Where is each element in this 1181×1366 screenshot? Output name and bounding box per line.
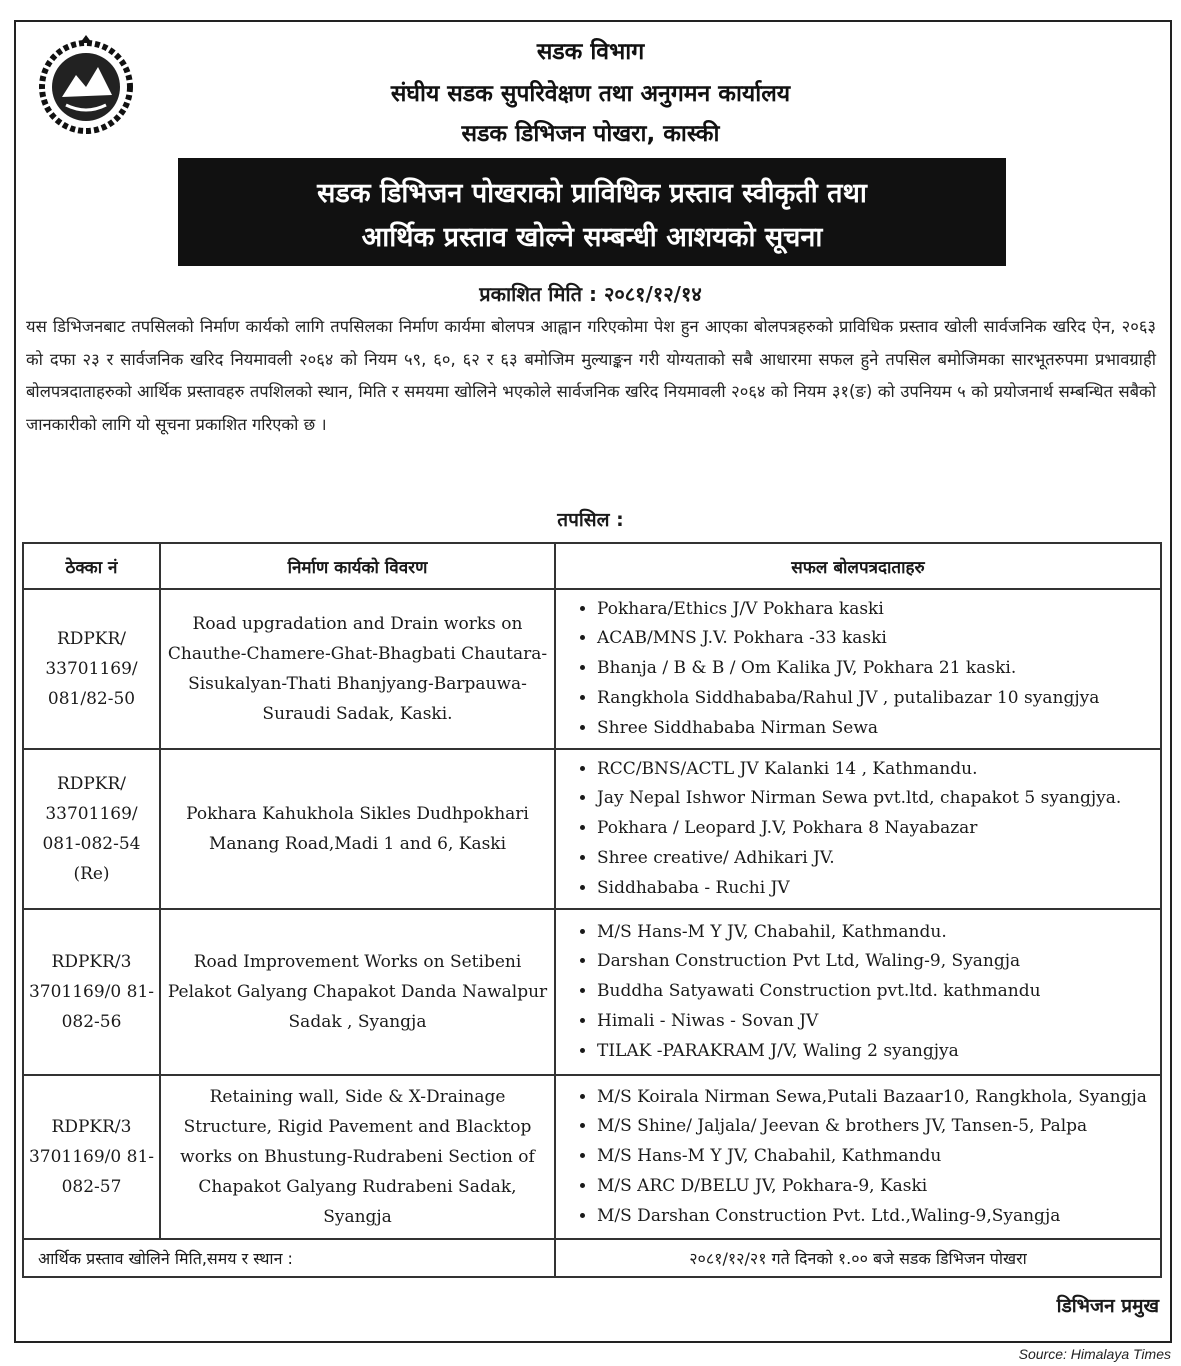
opening-details-label: आर्थिक प्रस्ताव खोलिने मिति,समय र स्थान : [23,1239,555,1277]
department-name: सडक विभाग [536,39,645,65]
bidder-list [555,1075,1161,1239]
contract-no: RDPKR/ 33701169/ 081/82-50 [23,589,160,749]
table-row [23,909,1161,1075]
notice-title-line-1: सडक डिभिजन पोखराको प्राविधिक प्रस्ताव स्वीकृती तथा [317,178,867,209]
published-date: प्रकाशित मिति : २०८१/१२/१४ [479,282,702,306]
division-name: सडक डिभिजन पोखरा, कास्की [461,121,720,147]
bidder-item: • ACAB/MNS J.V. Pokhara -33 kaski [597,624,1159,654]
bidder-item: • TILAK -PARAKRAM J/V, Waling 2 syangjya [597,1037,1159,1067]
schedule-title: तपसिल : [557,509,624,531]
notice-title-line-2: आर्थिक प्रस्ताव खोल्ने सम्बन्धी आशयको सूचना [361,222,823,253]
bidder-item: • M/S Hans-M Y JV, Chabahil, Kathmandu [597,1142,1159,1172]
bidders-table [22,542,1162,1278]
bidder-item: • Jay Nepal Ishwor Nirman Sewa pvt.ltd, chapakot 5 syangjya. [597,784,1159,814]
contract-no: RDPKR/3 3701169/0 81-082-56 [23,909,160,1075]
table-footer-row [23,1239,1161,1277]
bidder-item: • M/S ARC D/BELU JV, Pokhara-9, Kaski [597,1172,1159,1202]
table-row [23,1075,1161,1239]
office-name: संघीय सडक सुपरिवेक्षण तथा अनुगमन कार्यालय [390,81,791,107]
bidder-item: • M/S Koirala Nirman Sewa,Putali Bazaar10, Rangkhola, Syangja [597,1083,1159,1113]
header-description: निर्माण कार्यको विवरण [160,543,555,589]
header-contract-no: ठेक्का नं [23,543,160,589]
bidder-item: • Himali - Niwas - Sovan JV [597,1007,1159,1037]
notice-body: यस डिभिजनबाट तपसिलको निर्माण कार्यको लागि तपसिलका निर्माण कार्यमा बोलपत्र आह्वान गरिएकोमा पेश हुन आएका बोलपत्रहरुको प्राविधिक प्रस्ताव खोली सार्वजनिक खरिद ऐन, २०६३ को दफा २३ र सार्वजनिक खरिद नियमावली २०६४ को नियम ५९, ६०, ६२ र ६३ बमोजिम मुल्याङ्कन गरी योग्यताको सबै आधारमा सफल हुने तपसिल बमोजिमका सारभूतरुपमा प्रभावग्राही बोलपत्रदाताहरुको आर्थिक प्रस्तावहरु तपशिलको स्थान, मिति र समयमा खोलिने भएकोले सार्वजनिक खरिद नियमावली २०६४ को नियम ३१(ङ) को उपनियम ५ को प्रयोजनार्थ सम्बन्धित सबैको जानकारीको लागि यो सूचना प्रकाशित गरिएको छ । [26,317,1156,434]
bidder-item: • Shree creative/ Adhikari JV. [597,844,1159,874]
table-row [23,749,1161,909]
bidder-item: • M/S Hans-M Y JV, Chabahil, Kathmandu. [597,918,1159,948]
opening-details-value: २०८१/१२/२१ गते दिनको १.०० बजे सडक डिभिजन पोखरा [555,1239,1161,1277]
contract-no: RDPKR/ 33701169/ 081-082-54 (Re) [23,749,160,909]
bidder-list [555,749,1161,909]
bidder-item: • M/S Darshan Construction Pvt. Ltd.,Waling-9,Syangja [597,1202,1159,1232]
bidder-item: • Pokhara / Leopard J.V, Pokhara 8 Nayabazar [597,814,1159,844]
division-chief-signature: डिभिजन प्रमुख [1056,1295,1159,1317]
bidder-item: • Buddha Satyawati Construction pvt.ltd. kathmandu [597,977,1159,1007]
work-description: Pokhara Kahukhola Sikles Dudhpokhari Manang Road,Madi 1 and 6, Kaski [160,749,555,909]
work-description: Road Improvement Works on Setibeni Pelakot Galyang Chapakot Danda Nawalpur Sadak , Syangja [160,909,555,1075]
bidder-list [555,589,1161,749]
bidder-item: • Rangkhola Siddhababa/Rahul JV , putalibazar 10 syangjya [597,684,1159,714]
source-credit: Source: Himalaya Times [1018,1346,1171,1362]
bidder-item: • Shree Siddhababa Nirman Sewa [597,714,1159,744]
bidder-item: • Siddhababa - Ruchi JV [597,874,1159,904]
notice-title-banner [178,158,1006,266]
bidder-item: • M/S Shine/ Jaljala/ Jeevan & brothers JV, Tansen-5, Palpa [597,1112,1159,1142]
contract-no: RDPKR/3 3701169/0 81-082-57 [23,1075,160,1239]
bidder-item: • Pokhara/Ethics J/V Pokhara kaski [597,595,1159,625]
work-description: Retaining wall, Side & X-Drainage Structure, Rigid Pavement and Blacktop works on Bhustung-Rudrabeni Section of Chapakot Galyang Rudrabeni Sadak, Syangja [160,1075,555,1239]
work-description: Road upgradation and Drain works on Chauthe-Chamere-Ghat-Bhagbati Chautara-Sisukalyan-Thati Bhanjyang-Barpauwa-Suraudi Sadak, Kaski. [160,589,555,749]
header-bidders: सफल बोलपत्रदाताहरु [555,543,1161,589]
bidder-list [555,909,1161,1075]
table-row [23,589,1161,749]
bidder-item: • Bhanja / B & B / Om Kalika JV, Pokhara 21 kaski. [597,654,1159,684]
bidder-item: • Darshan Construction Pvt Ltd, Waling-9, Syangja [597,947,1159,977]
table-header-row [23,543,1161,589]
bidder-item: • RCC/BNS/ACTL JV Kalanki 14 , Kathmandu. [597,755,1159,785]
